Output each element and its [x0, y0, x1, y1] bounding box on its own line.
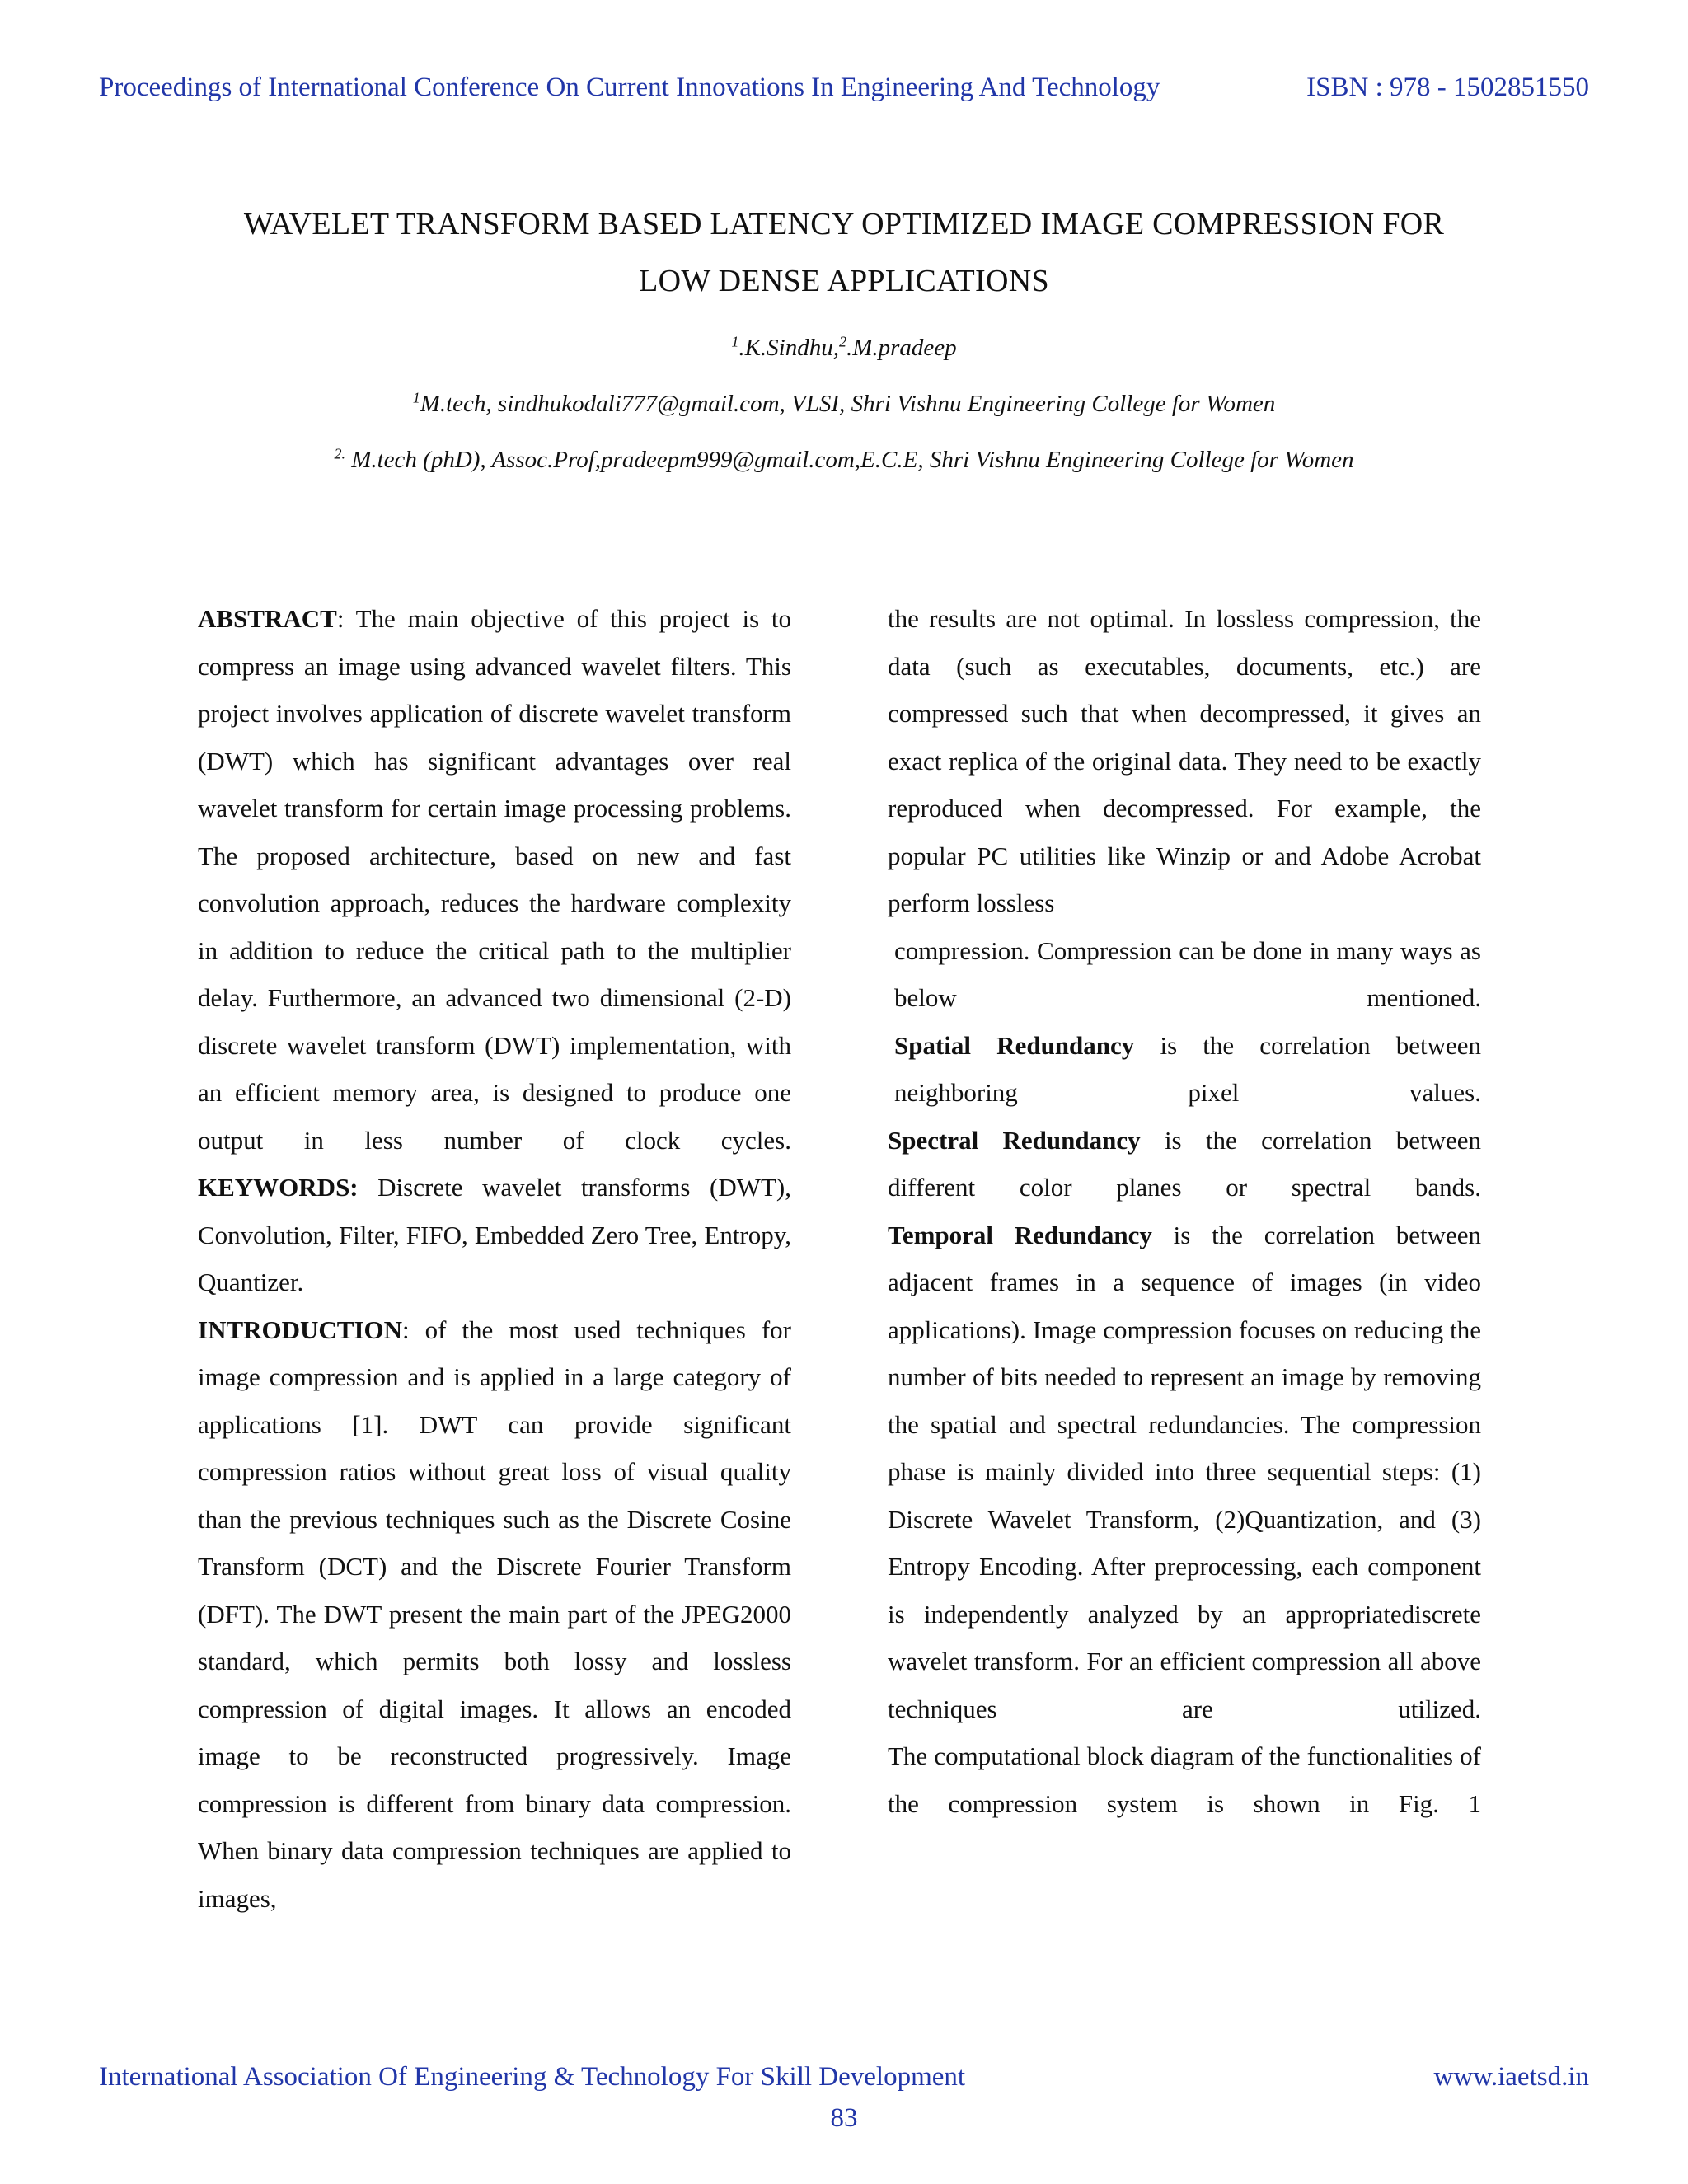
abstract-paragraph: [198, 595, 791, 1164]
spatial-redundancy-paragraph: [888, 1022, 1481, 1117]
paper-title: [165, 196, 1523, 310]
affiliation-1: [165, 391, 1523, 418]
keywords-paragraph: [198, 1164, 791, 1306]
left-column: [198, 595, 791, 1922]
abstract-text: : The main objective of this project is to compress an image using advanced wavelet filters. This project involves application of discrete wavelet transform (DWT) which has significant advantages over real wavelet transform for certain image processing problems. The proposed architecture, based on new and fast convolution approach, reduces the hardware complexity in addition to reduce the critical path to the multiplier delay. Furthermore, an advanced two dimensional (2-D) discrete wavelet transform (DWT) implementation, with an efficient memory area, is designed to produce one output in less number of clock cycles.: [198, 604, 791, 1155]
title-line-1: WAVELET TRANSFORM BASED LATENCY OPTIMIZED IMAGE COMPRESSION FOR: [243, 207, 1445, 241]
temporal-redundancy-paragraph: [888, 1212, 1481, 1733]
block-diagram-paragraph: The computational block diagram of the functionalities of the compression system is shown in Fig. 1: [888, 1741, 1481, 1818]
spectral-redundancy-label: Spectral Redundancy: [888, 1125, 1141, 1155]
author-1-marker: 1: [731, 333, 739, 350]
affiliation-1-text: M.tech, sindhukodali777@gmail.com, VLSI, Shri Vishnu Engineering College for Women: [420, 391, 1276, 417]
keywords-label: KEYWORDS:: [198, 1173, 359, 1202]
author-1-name: .K.Sindhu,: [738, 335, 839, 361]
spatial-redundancy-text: is the correlation between neighboring pixel values.: [894, 1030, 1481, 1107]
affiliation-1-marker: 1: [412, 389, 420, 406]
right-column: [888, 595, 1481, 1827]
temporal-redundancy-text: is the correlation between adjacent frames in a sequence of images (in video applications). Image compression focuses on reducing the number of bits needed to represent an image by removing the spatial and spectral redundancies. The compression phase is mainly divided into three sequential steps: (1) Discrete Wavelet Transform, (2)Quantization, and (3) Entropy Encoding. After preprocessing, each component is independently analyzed by an appropriatediscrete wavelet transform. For an efficient compression all above techniques are utilized.: [888, 1220, 1481, 1723]
affiliation-2-marker: 2.: [334, 445, 345, 462]
lossless-paragraph: the results are not optimal. In lossless compression, the data (such as executables, documents, etc.) are compressed such that when decompressed, it gives an exact replica of the original data. They need to be exactly reproduced when decompressed. For example, the popular PC utilities like Winzip or and Adobe Acrobat perform lossless: [888, 604, 1481, 917]
footer-association: International Association Of Engineering & Technology For Skill Development: [99, 2062, 966, 2092]
keywords-text: Discrete wavelet transforms (DWT), Convolution, Filter, FIFO, Embedded Zero Tree, Entropy, Quantizer.: [198, 1173, 791, 1296]
header-proceedings-title: Proceedings of International Conference On Current Innovations In Engineering And Technology: [99, 73, 1160, 102]
compression-ways-paragraph: compression. Compression can be done in many ways as below mentioned.: [894, 935, 1481, 1012]
affiliation-2: [165, 447, 1523, 474]
author-list: [165, 335, 1523, 362]
author-2-marker: 2: [838, 333, 846, 350]
author-2-name: .M.pradeep: [846, 335, 957, 361]
abstract-label: ABSTRACT: [198, 604, 337, 633]
header-isbn: ISBN : 978 - 1502851550: [1306, 73, 1589, 102]
affiliation-2-text: M.tech (phD), Assoc.Prof,pradeepm999@gmail.com,E.C.E, Shri Vishnu Engineering College for Women: [345, 447, 1354, 473]
spatial-redundancy-label: Spatial Redundancy: [894, 1030, 1135, 1060]
introduction-label: INTRODUCTION: [198, 1315, 403, 1344]
footer-website-link[interactable]: www.iaetsd.in: [1433, 2062, 1589, 2092]
spectral-redundancy-text: is the correlation between different color planes or spectral bands.: [888, 1125, 1481, 1202]
introduction-paragraph: [198, 1306, 791, 1923]
title-line-2: LOW DENSE APPLICATIONS: [639, 264, 1049, 298]
page-number: 83: [830, 2103, 858, 2133]
introduction-text: : of the most used techniques for image compression and is applied in a large category of applications [1]. DWT can provide significant compression ratios without great loss of visual quality than the previous techniques such as the Discrete Cosine Transform (DCT) and the Discrete Fourier Transform (DFT). The DWT present the main part of the JPEG2000 standard, which permits both lossy and lossless compression of digital images. It allows an encoded image to be reconstructed progressively. Image compression is different from binary data compression. When binary data compression techniques are applied to images,: [198, 1315, 791, 1913]
spectral-redundancy-paragraph: [888, 1117, 1481, 1212]
temporal-redundancy-label: Temporal Redundancy: [888, 1220, 1152, 1249]
running-header: [99, 73, 1589, 114]
running-footer: [99, 2062, 1589, 2103]
